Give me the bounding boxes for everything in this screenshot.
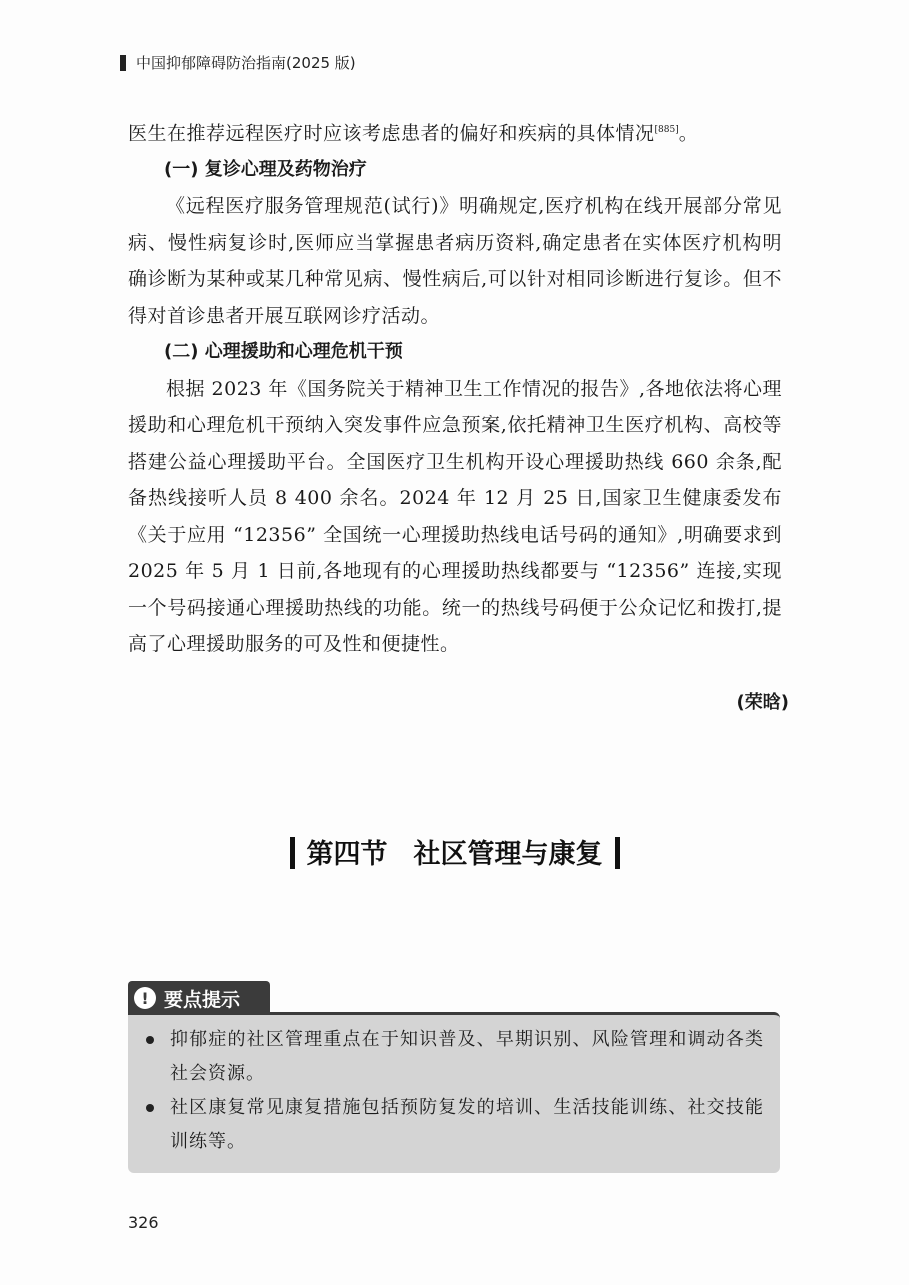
key-points-label: 要点提示 <box>164 988 241 1011</box>
exclamation-icon: ! <box>134 987 156 1009</box>
citation-marker: [885] <box>654 125 679 135</box>
intro-end: 。 <box>678 122 699 145</box>
intro-paragraph <box>128 112 782 152</box>
page-number: 326 <box>128 1213 159 1232</box>
key-points-box <box>128 1012 780 1173</box>
list-item <box>144 1091 764 1159</box>
running-header <box>120 52 356 73</box>
header-marker <box>120 55 126 71</box>
title-bar-right <box>615 837 620 869</box>
bullet-icon <box>146 1104 154 1112</box>
section-name: 社区管理与康复 <box>413 839 603 870</box>
subsection-paragraph-1: 《远程医疗服务管理规范(试行)》明确规定,医疗机构在线开展部分常见病、慢性病复诊时,医师应当掌握患者病历资料,确定患者在实体医疗机构明确诊断为某种或某几种常见病、慢性病后,可以针对相同诊断进行复诊。但不得对首诊患者开展互联网诊疗活动。 <box>128 195 782 327</box>
main-text <box>128 112 782 663</box>
subsection-heading-2: (二) 心理援助和心理危机干预 <box>164 341 403 363</box>
author-credit: (荣晗) <box>736 692 789 713</box>
key-points-tab <box>128 981 270 1015</box>
key-point-text: 抑郁症的社区管理重点在于知识普及、早期识别、风险管理和调动各类社会资源。 <box>170 1029 764 1084</box>
subsection-heading-1: (一) 复诊心理及药物治疗 <box>164 158 367 180</box>
subsection-paragraph-2: 根据 2023 年《国务院关于精神卫生工作情况的报告》,各地依法将心理援助和心理危机干预纳入突发事件应急预案,依托精神卫生医疗机构、高校等搭建公益心理援助平台。全国医疗卫生机构开设心理援助热线 660 余条,配备热线接听人员 8 400 余名。2024 年 12 月 25 日,国家卫生健康委发布《关于应用 “12356” 全国统一心理援助热线电话号码的通知》,明确要求到 2025 年 5 月 1 日前,各地现有的心理援助热线都要与 “12356” 连接,实现一个号码接通心理援助热线的功能。统一的热线号码便于公众记忆和拨打,提高了心理援助服务的可及性和便捷性。 <box>128 377 782 656</box>
section-title <box>0 832 909 871</box>
key-point-text: 社区康复常见康复措施包括预防复发的培训、生活技能训练、社交技能训练等。 <box>170 1097 764 1152</box>
running-title: 中国抑郁障碍防治指南(2025 版) <box>136 54 356 72</box>
title-bar-left <box>290 837 295 869</box>
bullet-icon <box>146 1036 154 1044</box>
key-points-list <box>128 1015 780 1159</box>
section-number: 第四节 <box>306 839 388 870</box>
intro-text: 医生在推荐远程医疗时应该考虑患者的偏好和疾病的具体情况 <box>128 122 655 145</box>
list-item <box>144 1023 764 1091</box>
